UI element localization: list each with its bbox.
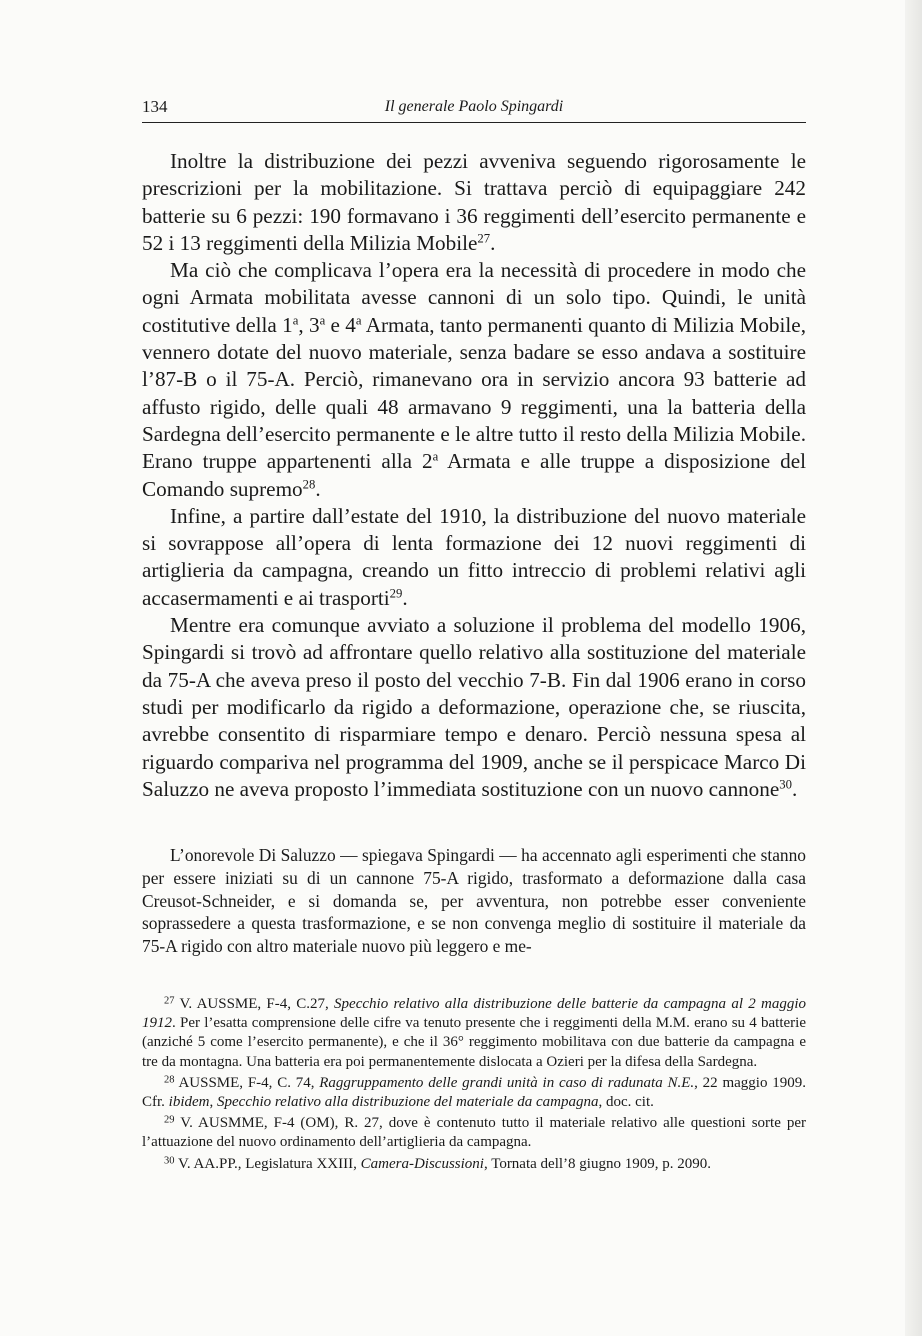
- page-edge: [905, 0, 922, 1336]
- footnote-number: 27: [164, 995, 175, 1007]
- paragraph-2: Ma ciò che complicava l’opera era la necessità di procedere in modo che ogni Armata mobilitata avesse cannoni di un solo tipo. Quindi, le unità costitutive della 1$^a$, 3$^a$ e 4$^a$ Armata, tanto permanenti quanto di Milizia Mobile, vennero dotate del nuovo materiale, senza badare se esso andava a sostituire l’87-B o il 75-A. Perciò, rimanevano ora in servizio ancora 93 batterie ad affusto rigido, delle quali 48 armavano 9 reggimenti, una la batteria della Sardegna dell’esercito permanente e le altre tutto il resto della Milizia Mobile. Erano truppe appartenenti alla 2$^a$ Armata e alle truppe a disposizione del Comando supremo$^{28}$.: [142, 258, 807, 501]
- page-header: [142, 96, 806, 123]
- paragraph-3: Infine, a partire dall’estate del 1910, la distribuzione del nuovo materiale si sovrappose all’opera di lenta formazione dei 12 nuovi reggimenti di artiglieria da campagna, creando un fitto intreccio di problemi relativi agli accasermamenti e ai trasporti$^{29}$.: [142, 503, 806, 610]
- footnote-number: 28: [164, 1074, 175, 1086]
- ordinal-marker: a: [432, 449, 439, 464]
- footnote-ref-29: 29: [389, 586, 403, 601]
- main-text: [142, 148, 806, 803]
- footnote-ref-30: 30: [779, 777, 792, 792]
- footnote-ref-27: 27: [477, 231, 491, 246]
- paragraph-1: Inoltre la distribuzione dei pezzi avveniva seguendo rigorosamente le prescrizioni per la mobilitazione. Si trattava perciò di equipaggiare 242 batterie su 6 pezzi: 190 formavano i 36 reggimenti dell’esercito permanente e 52 i 13 reggimenti della Milizia Mobile$^{27}$.: [142, 149, 806, 255]
- ordinal-marker: a: [292, 313, 299, 328]
- page-number: 134: [142, 97, 168, 116]
- footnotes: [142, 995, 806, 1176]
- running-title: Il generale Paolo Spingardi: [384, 98, 564, 115]
- footnote-27: $^{27}$ V. AUSSME, F-4, C.27, Specchio relativo alla distribuzione delle batterie da campagna al 2 maggio 1912. Per l’esatta comprensione delle cifre va tenuto presente che i reggimenti della M.M. erano su 4 batterie (anziché 5 come l’esercito permanente), e che il 36° reggimento mobilitava con due batterie da campagna e tre da montagna. Una batteria era poi permanentemente dislocata a Ozieri per la difesa della Sardegna.: [142, 995, 806, 1070]
- ordinal-marker: a: [319, 313, 326, 328]
- block-quote: [142, 844, 806, 958]
- footnote-30: $^{30}$ V. AA.PP., Legislatura XXIII, Camera-Discussioni, Tornata dell’8 giugno 1909, p. 2090.: [164, 1154, 711, 1172]
- footnote-number: 30: [164, 1154, 175, 1166]
- footnote-28: $^{28}$ AUSSME, F-4, C. 74, Raggruppamento delle grandi unità in caso di radunata N.E., 22 maggio 1909. Cfr. ibidem, Specchio relativo alla distribuzione del materiale da campagna, doc. cit.: [142, 1074, 806, 1111]
- footnote-29: $^{29}$ V. AUSMME, F-4 (OM), R. 27, dove è contenuto tutto il materiale relativo alle questioni sorte per l’attuazione del nuovo ordinamento dell’artiglieria da campagna.: [142, 1114, 806, 1151]
- ordinal-marker: a: [355, 313, 362, 328]
- footnote-number: 29: [164, 1114, 175, 1126]
- quote-text: L’onorevole Di Saluzzo — spiegava Spingardi — ha accennato agli esperimenti che stanno per essere iniziati su di un cannone 75-A rigido, trasformato a deformazione dalla casa Creusot-Schneider, e si domanda se, per avventura, non potrebbe esser conveniente soprassedere a questa trasformazione, e se non convenga meglio di sostituire il materiale da 75-A rigido con altro materiale nuovo più leggero e me-: [142, 845, 806, 957]
- paragraph-4: Mentre era comunque avviato a soluzione il problema del modello 1906, Spingardi si trovò ad affrontare quello relativo alla sostituzione del materiale da 75-A che aveva preso il posto del vecchio 7-B. Fin dal 1906 erano in corso studi per modificarlo da rigido a deformazione, operazione che, se riuscita, avrebbe consentito di risparmiare tempo e denaro. Perciò nessuna spesa al riguardo compariva nel programma del 1909, anche se il perspicace Marco Di Saluzzo ne aveva proposto l’immediata sostituzione con un nuovo cannone$^{30}$.: [142, 613, 806, 801]
- footnote-ref-28: 28: [302, 476, 316, 491]
